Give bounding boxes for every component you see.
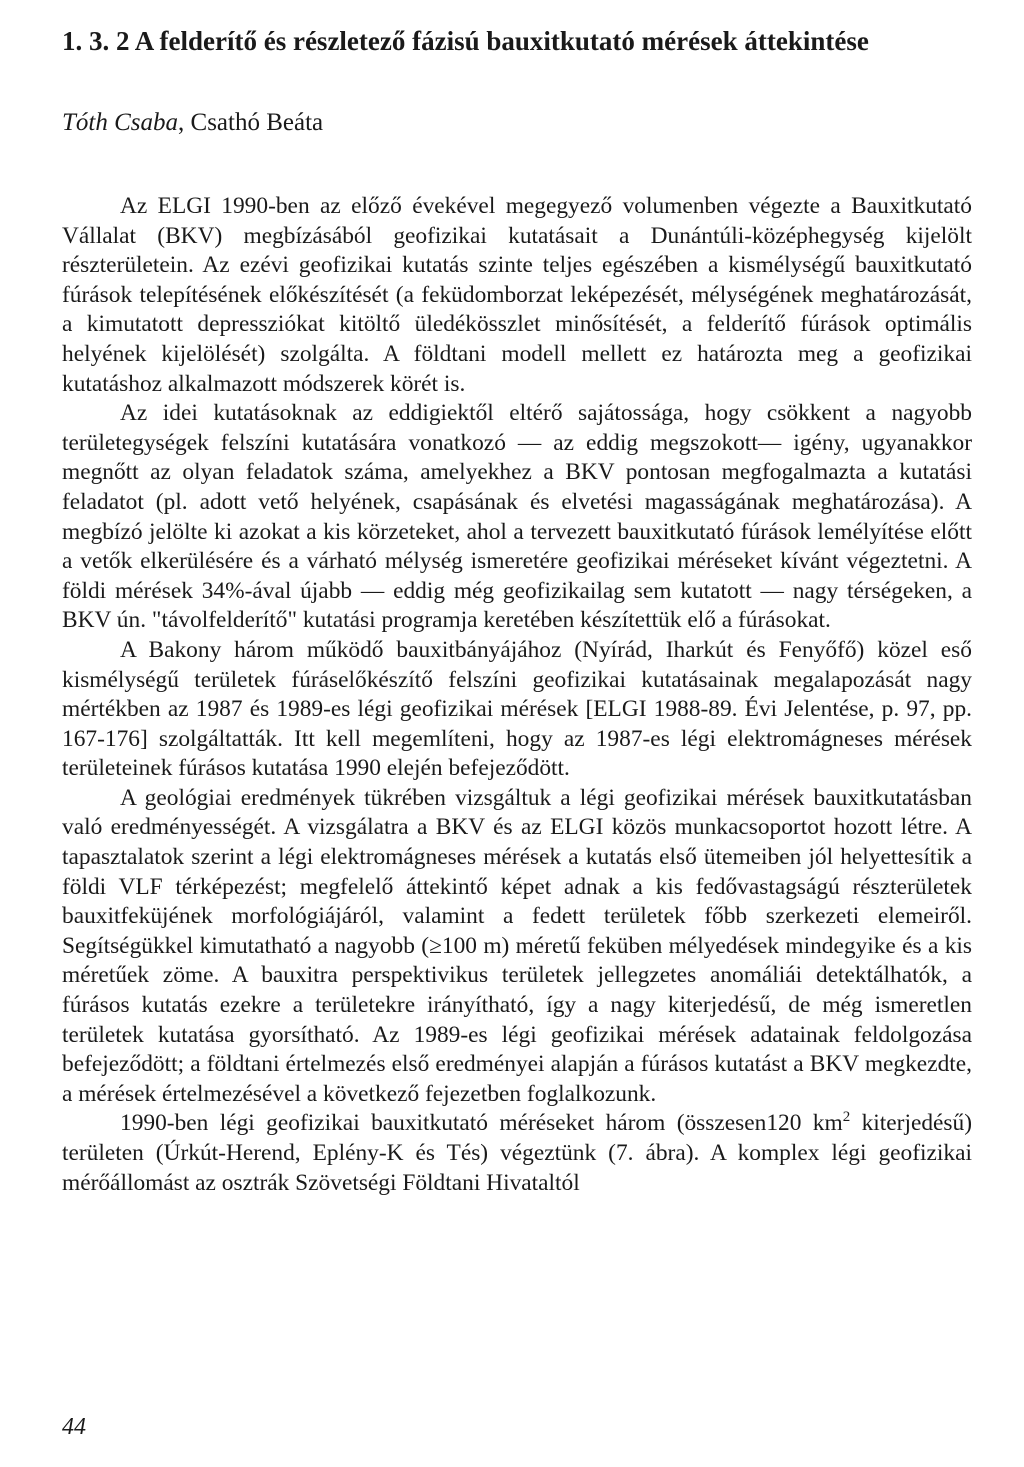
body-text bbox=[62, 192, 972, 1198]
page-number: 44 bbox=[62, 1414, 86, 1440]
paragraph-2: Az idei kutatásoknak az eddigiektől eltérő sajátossága, hogy csökkent a nagyobb területegységek felszíni kutatására vonatkozó — az eddig megszokott— igény, ugyanakkor megnőtt az olyan feladatok száma, amelyekhez a BKV pontosan megfogalmazta a kutatási feladatot (pl. adott vető helyének, csapásának és elvetési magasságának meghatározása). A megbízó jelölte ki azokat a kis körzeteket, ahol a tervezett bauxitkutató fúrások lemélyítése előtt a vetők elkerülésére és a várható mélység ismeretére geofizikai méréseket kívánt végeztetni. A földi mérések 34%-ával újabb — eddig még geofizikailag sem kutatott — nagy térségeken, a BKV ún. "távolfelderítő" kutatási programja keretében készítettük elő a fúrásokat. bbox=[62, 400, 972, 634]
paragraph-1: Az ELGI 1990-ben az előző évekével megegyező volumenben végezte a Bauxitkutató Vállalat (BKV) megbízásából geofizikai kutatásait a Dunántúli-középhegység kijelölt részterületein. Az ezévi geofizikai kutatás szinte teljes egészében a kismélységű bauxitkutató fúrások telepítésének előkészítését (a feküdomborzat leképezését, mélységének meghatározását, a kimutatott depressziókat kitöltő üledékösszlet minősítését, a felderítő fúrások optimális helyének kijelölését) szolgálta. A földtani modell mellett ez határozta meg a geofizikai kutatáshoz alkalmazott módszerek körét is. bbox=[62, 193, 972, 397]
page-content bbox=[62, 22, 972, 1198]
section-heading: 1. 3. 2 A felderítő és részletező fázisú bauxitkutató mérések áttekintése bbox=[62, 26, 869, 56]
paragraph-4: A geológiai eredmények tükrében vizsgáltuk a légi geofizikai mérések bauxitkutatásban való eredményességét. A vizsgálatra a BKV és az ELGI közös munkacsoportot hozott létre. A tapasztalatok szerint a légi elektromágneses mérések a kutatás első ütemeiben jól helyettesítik a földi VLF térképezést; megfelelő áttekintő képet adnak a kis fedővastagságú részterületek bauxitfeküjének morfológiájáról, valamint a fedett területek főbb szerkezeti elemeiről. Segítségükkel kimutatható a nagyobb (≥100 m) méretű feküben mélyedések mindegyike és a kis méretűek zöme. A bauxitra perspektivikus területek jellegzetes anomáliái detektálhatók, a fúrásos kutatás ezekre a területekre irányítható, így a nagy kiterjedésű, de még ismeretlen területek kutatása gyorsítható. Az 1989-es légi geofizikai mérések adatainak feldolgozása befejeződött; a földtani értelmezés első eredményei alapján a fúrásos kutatást a BKV megkezdte, a mérések értelmezésével a következő fejezetben foglalkozunk. bbox=[62, 784, 972, 1107]
superscript-2: 2 bbox=[842, 1109, 851, 1126]
author-first: Tóth Csaba bbox=[62, 109, 179, 136]
author-rest: , Csathó Beáta bbox=[178, 109, 324, 136]
paragraph-5-part-2: kiterjedésű) területen (Úrkút-Herend, Eplény-K és Tés) végeztünk (7. ábra). A komplex légi geofizikai mérőállomást az osztrák Szövetségi Földtani Hivataltól bbox=[62, 1110, 972, 1196]
paragraph-5 bbox=[62, 1109, 972, 1198]
author-line bbox=[62, 106, 972, 140]
paragraph-5-part-1: 1990-ben légi geofizikai bauxitkutató méréseket három (összesen120 km bbox=[120, 1110, 843, 1137]
paragraph-3: A Bakony három működő bauxitbányájához (Nyírád, Iharkút és Fenyőfő) közel eső kismélységű területek fúráselőkészítő felszíni geofizikai kutatásainak megalapozását nagy mértékben az 1987 és 1989-es légi geofizikai mérések [ELGI 1988-89. Évi Jelentése, p. 97, pp. 167-176] szolgáltatták. Itt kell megemlíteni, hogy az 1987-es légi elektromágneses mérések területeinek fúrásos kutatása 1990 elején befejeződött. bbox=[62, 636, 972, 782]
